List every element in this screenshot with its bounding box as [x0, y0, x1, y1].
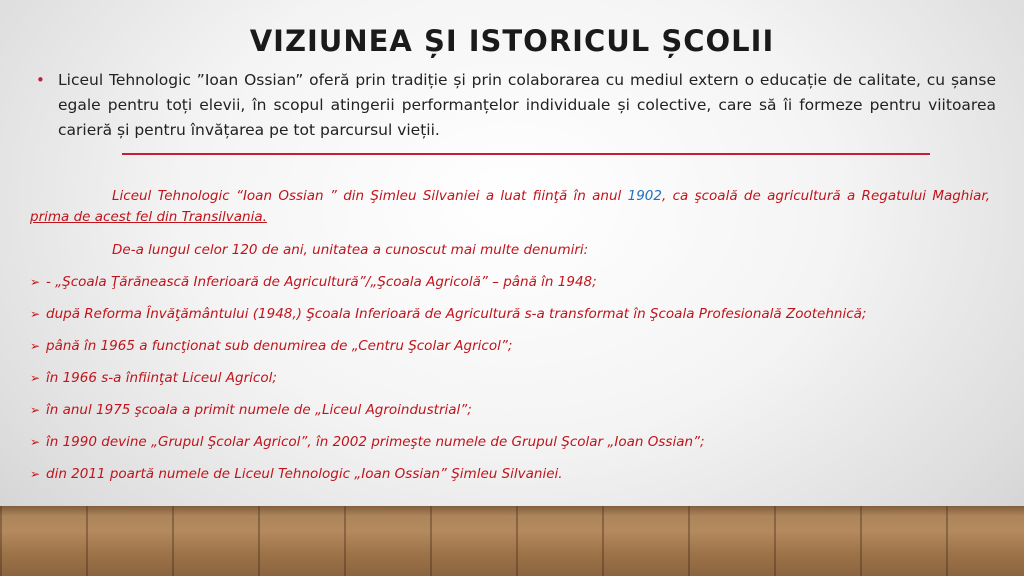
slide-title: VIZIUNEA ȘI ISTORICUL ȘCOLII — [249, 24, 775, 58]
founding-year: 1902 — [627, 188, 662, 204]
list-item — [30, 363, 990, 395]
arrow-bullet-icon: ➢ — [30, 435, 41, 449]
names-list — [30, 267, 990, 491]
history-section — [30, 186, 990, 491]
list-item — [30, 427, 990, 459]
list-item — [30, 299, 990, 331]
list-item-text: din 2011 poartă numele de Liceul Tehnologic „Ioan Ossian” Şimleu Silvaniei. — [46, 466, 563, 482]
list-item — [30, 267, 990, 299]
bullet-icon: • — [36, 71, 45, 89]
list-item-text: după Reforma Învăţământului (1948,) Şcoala Inferioară de Agricultură s-a transformat în Şcoala Profesională Zootehnică; — [46, 306, 867, 322]
history-paragraph-start: Liceul Tehnologic “Ioan Ossian ” din Şimleu Silvaniei a luat fiinţă în anul — [112, 188, 628, 204]
list-item-text: - „Şcoala Ţărănească Inferioară de Agricultură”/„Şcoala Agricolă” – până în 1948; — [46, 274, 597, 290]
list-item — [30, 459, 990, 491]
wooden-floor-decoration — [0, 506, 1024, 576]
history-paragraph — [30, 186, 990, 228]
arrow-bullet-icon: ➢ — [30, 467, 41, 481]
divider-line — [122, 153, 930, 155]
arrow-bullet-icon: ➢ — [30, 275, 41, 289]
list-item — [30, 395, 990, 427]
arrow-bullet-icon: ➢ — [30, 371, 41, 385]
list-item — [30, 331, 990, 363]
history-paragraph-mid: , ca şcoală de agricultură a Regatului Maghiar, — [661, 188, 990, 204]
arrow-bullet-icon: ➢ — [30, 307, 41, 321]
names-intro: De-a lungul celor 120 de ani, unitatea a cunoscut mai multe denumiri: — [112, 242, 589, 258]
intro-text: Liceul Tehnologic ”Ioan Ossian” oferă prin tradiție și prin colaborarea cu mediul extern o educație de calitate, cu șanse egale pentru toți elevii, în scopul atingerii performanțelor individuale și colective, care să îi formeze pentru viitoarea carieră și pentru învățarea pe tot parcursul vieții. — [58, 71, 996, 139]
history-underlined-text: prima de acest fel din Transilvania. — [30, 209, 267, 225]
list-item-text: până în 1965 a funcţionat sub denumirea de „Centru Şcolar Agricol”; — [46, 338, 513, 354]
list-item-text: în 1990 devine „Grupul Şcolar Agricol”, în 2002 primeşte numele de Grupul Şcolar „Ioan Ossian”; — [46, 434, 705, 450]
arrow-bullet-icon: ➢ — [30, 339, 41, 353]
list-item-text: în anul 1975 şcoala a primit numele de „Liceul Agroindustrial”; — [46, 402, 472, 418]
list-item-text: în 1966 s-a înfiinţat Liceul Agricol; — [46, 370, 277, 386]
floor-shadow — [0, 506, 1024, 516]
arrow-bullet-icon: ➢ — [30, 403, 41, 417]
intro-bullet-item — [36, 68, 996, 143]
